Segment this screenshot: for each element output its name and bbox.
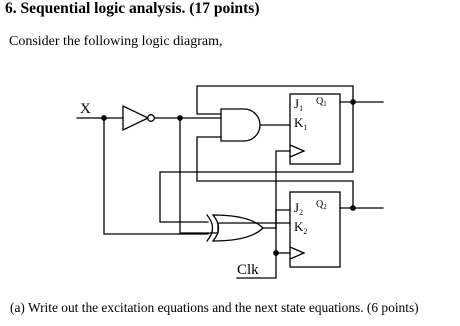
ff1-k-label: $K_1$ <box>294 115 308 132</box>
and-gate <box>221 109 260 141</box>
not-gate <box>123 106 148 130</box>
input-x-label: X <box>80 101 91 117</box>
question-title: 6. Sequential logic analysis. (17 points) <box>5 0 260 17</box>
x-to-xor-wire <box>104 118 208 234</box>
ff1-clock-triangle <box>290 145 304 157</box>
question-intro: Consider the following logic diagram, <box>9 34 223 49</box>
clock-wire <box>237 151 290 278</box>
ff1-q-label: $Q_1$ <box>316 96 327 108</box>
question-part-a: (a) Write out the excitation equations and the next state equations. (6 points) <box>10 300 419 315</box>
ff1-j-label: $J_1$ <box>294 96 304 113</box>
ff2-clock-triangle <box>290 247 304 259</box>
ff2-j-label: $J_2$ <box>294 200 304 217</box>
not-gate-bubble <box>148 115 155 122</box>
xor-gate-back-curve <box>207 215 213 241</box>
ff2-k-label: $K_2$ <box>294 219 308 236</box>
xor-gate <box>213 215 263 241</box>
ff2-q-label: $Q_2$ <box>316 199 327 211</box>
clock-label: Clk <box>237 262 259 278</box>
